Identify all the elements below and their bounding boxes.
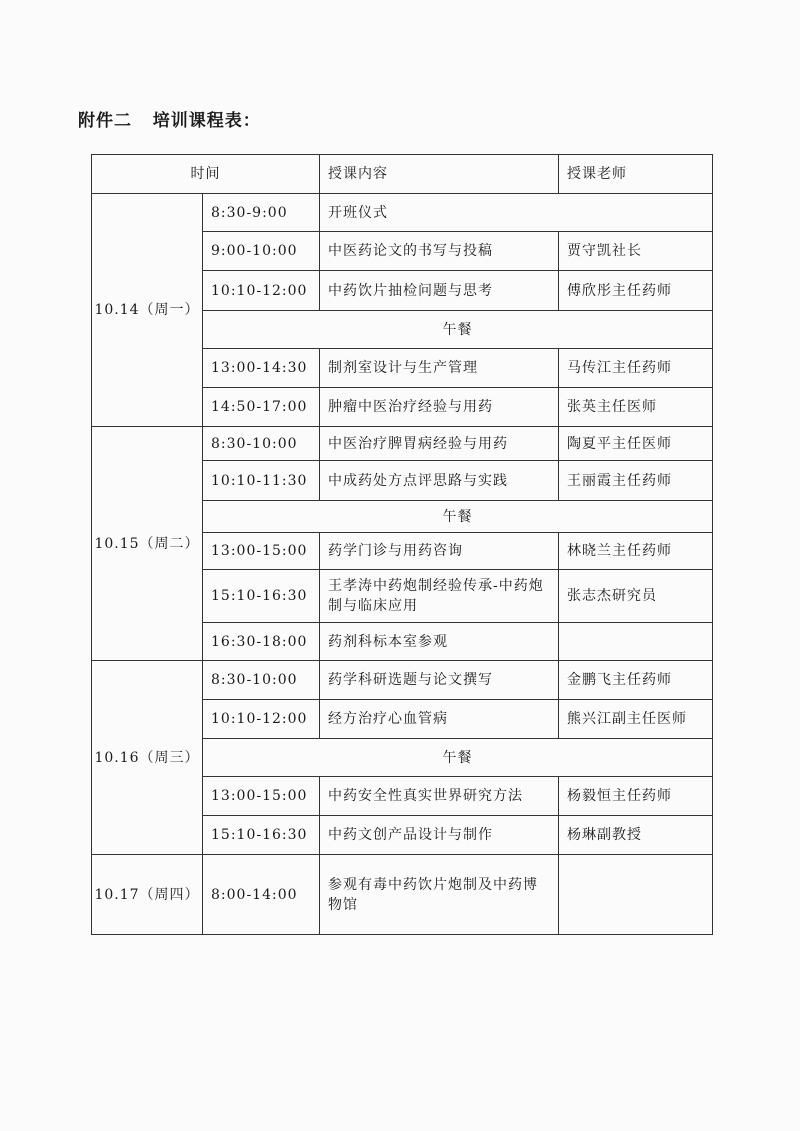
content-cell: 药剂科标本室参观	[320, 623, 559, 661]
time-cell: 10:10-12:00	[203, 700, 320, 739]
time-cell: 13:00-15:00	[203, 777, 320, 816]
content-cell: 中药文创产品设计与制作	[320, 816, 559, 855]
time-cell: 8:30-10:00	[203, 661, 320, 700]
teacher-cell: 杨琳副教授	[559, 816, 713, 855]
content-cell: 肿瘤中医治疗经验与用药	[320, 388, 559, 427]
content-cell: 制剂室设计与生产管理	[320, 349, 559, 388]
time-cell: 14:50-17:00	[203, 388, 320, 427]
time-cell: 13:00-14:30	[203, 349, 320, 388]
page-heading: 附件二 培训课程表：	[78, 111, 261, 131]
header-content: 授课内容	[320, 155, 559, 194]
content-cell: 中药饮片抽检问题与思考	[320, 271, 559, 311]
content-cell: 王孝涛中药炮制经验传承-中药炮制与临床应用	[320, 570, 559, 623]
header-time: 时间	[92, 155, 320, 194]
teacher-cell	[559, 855, 713, 935]
teacher-cell: 王丽霞主任药师	[559, 461, 713, 501]
content-cell: 中成药处方点评思路与实践	[320, 461, 559, 501]
time-cell: 15:10-16:30	[203, 570, 320, 623]
teacher-cell: 陶夏平主任医师	[559, 427, 713, 461]
content-cell: 中医药论文的书写与投稿	[320, 232, 559, 271]
content-cell: 经方治疗心血管病	[320, 700, 559, 739]
content-cell: 中药安全性真实世界研究方法	[320, 777, 559, 816]
teacher-cell: 傅欣彤主任药师	[559, 271, 713, 311]
date-cell: 10.17（周四）	[92, 855, 203, 935]
time-cell: 15:10-16:30	[203, 816, 320, 855]
teacher-cell: 马传江主任药师	[559, 349, 713, 388]
content-cell: 开班仪式	[320, 194, 713, 232]
lunch-cell: 午餐	[203, 311, 713, 349]
schedule-table	[91, 154, 713, 935]
table-header-row	[92, 155, 713, 194]
time-cell: 10:10-11:30	[203, 461, 320, 501]
teacher-cell: 张英主任医师	[559, 388, 713, 427]
teacher-cell: 张志杰研究员	[559, 570, 713, 623]
time-cell: 10:10-12:00	[203, 271, 320, 311]
teacher-cell	[559, 623, 713, 661]
date-cell: 10.14（周一）	[92, 194, 203, 427]
teacher-cell: 杨毅恒主任药师	[559, 777, 713, 816]
content-cell: 中医治疗脾胃病经验与用药	[320, 427, 559, 461]
teacher-cell: 贾守凯社长	[559, 232, 713, 271]
time-cell: 8:00-14:00	[203, 855, 320, 935]
content-cell: 参观有毒中药饮片炮制及中药博物馆	[320, 855, 559, 935]
teacher-cell: 金鹏飞主任药师	[559, 661, 713, 700]
teacher-cell: 林晓兰主任药师	[559, 533, 713, 570]
lunch-cell: 午餐	[203, 739, 713, 777]
time-cell: 9:00-10:00	[203, 232, 320, 271]
content-cell: 药学科研选题与论文撰写	[320, 661, 559, 700]
teacher-cell: 熊兴江副主任医师	[559, 700, 713, 739]
date-cell: 10.15（周二）	[92, 427, 203, 661]
table-row	[92, 855, 713, 935]
time-cell: 8:30-9:00	[203, 194, 320, 232]
table-row	[92, 661, 713, 700]
header-teacher: 授课老师	[559, 155, 713, 194]
content-cell: 药学门诊与用药咨询	[320, 533, 559, 570]
table-row	[92, 427, 713, 461]
time-cell: 8:30-10:00	[203, 427, 320, 461]
table-row	[92, 194, 713, 232]
time-cell: 13:00-15:00	[203, 533, 320, 570]
lunch-cell: 午餐	[203, 501, 713, 533]
time-cell: 16:30-18:00	[203, 623, 320, 661]
date-cell: 10.16（周三）	[92, 661, 203, 855]
